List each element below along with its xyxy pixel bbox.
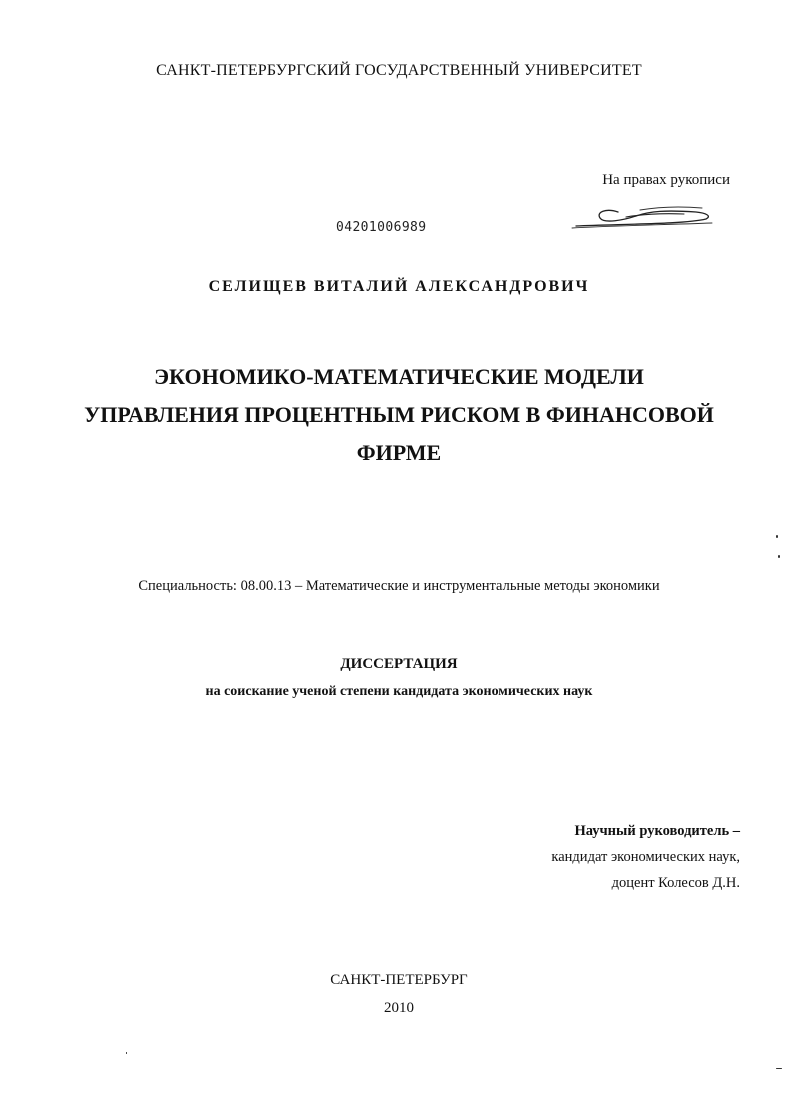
supervisor-name: доцент Колесов Д.Н. <box>611 875 740 891</box>
document-type: ДИССЕРТАЦИЯ <box>340 656 458 672</box>
supervisor-role: Научный руководитель – <box>574 823 740 839</box>
handwritten-signature <box>566 200 716 236</box>
title-line: УПРАВЛЕНИЯ ПРОЦЕНТНЫМ РИСКОМ В ФИНАНСОВОЙ <box>84 402 714 427</box>
manuscript-rights-note: На правах рукописи <box>602 172 730 188</box>
dissertation-title <box>0 358 798 472</box>
scan-speck <box>126 1052 127 1054</box>
specialty-line: Специальность: 08.00.13 – Математические и инструментальные методы экономики <box>138 578 660 594</box>
year: 2010 <box>384 1000 414 1016</box>
supervisor-block <box>551 818 740 896</box>
inventory-number: 04201006989 <box>336 220 427 235</box>
scan-speck <box>776 535 778 538</box>
title-line: ЭКОНОМИКО-МАТЕМАТИЧЕСКИЕ МОДЕЛИ <box>154 364 644 389</box>
supervisor-degree: кандидат экономических наук, <box>551 849 740 865</box>
author-name: СЕЛИЩЕВ ВИТАЛИЙ АЛЕКСАНДРОВИЧ <box>208 278 590 295</box>
scan-speck <box>778 555 780 558</box>
scan-speck <box>776 1068 782 1069</box>
city: САНКТ-ПЕТЕРБУРГ <box>330 972 468 988</box>
university-name: САНКТ-ПЕТЕРБУРГСКИЙ ГОСУДАРСТВЕННЫЙ УНИВЕРСИТЕТ <box>156 62 642 79</box>
title-line: ФИРМЕ <box>356 440 442 465</box>
degree-line: на соискание ученой степени кандидата экономических наук <box>205 684 593 699</box>
